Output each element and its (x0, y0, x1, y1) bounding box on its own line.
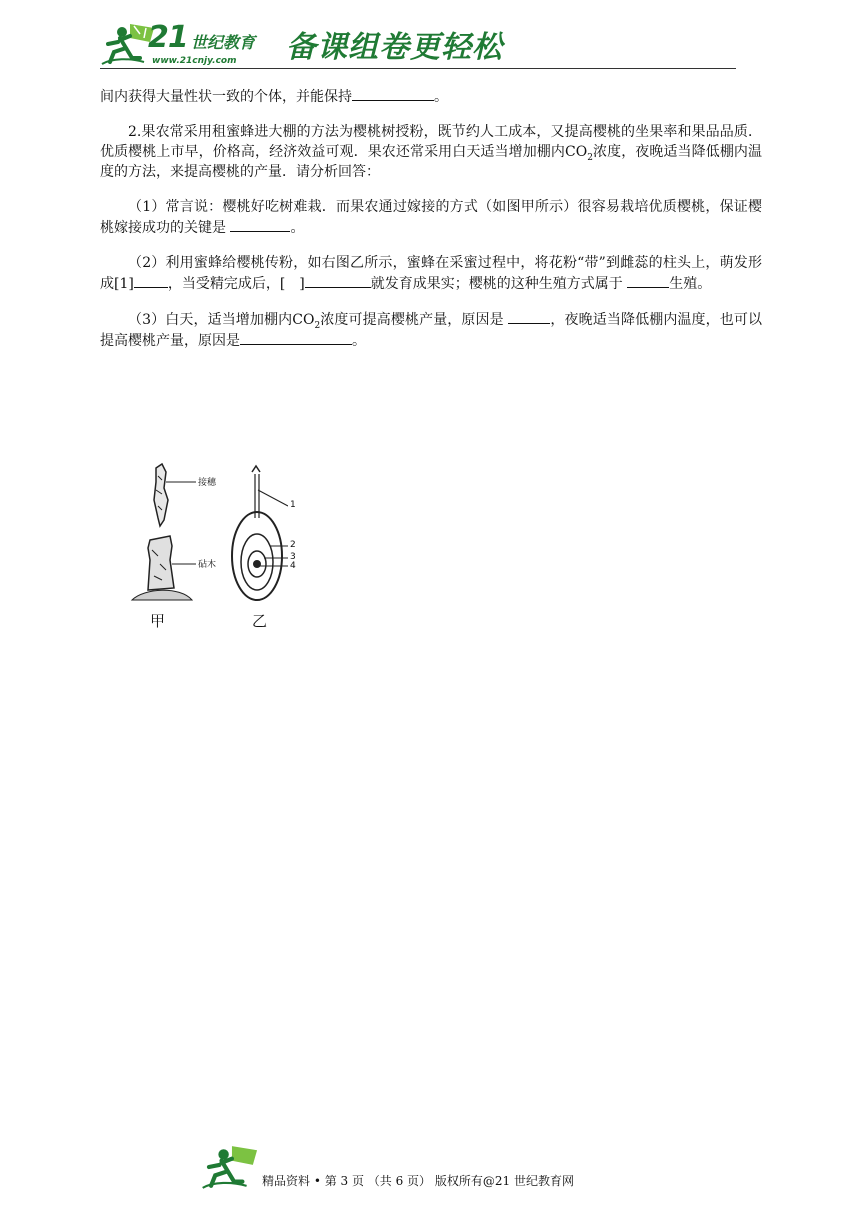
pistil-diagram (232, 466, 288, 600)
answer-blank (508, 309, 550, 324)
answer-blank (352, 86, 434, 101)
label-2: 2 (290, 540, 296, 550)
paragraph-continuation: 间内获得大量性状一致的个体，并能保持 。 (100, 86, 762, 107)
answer-blank (134, 273, 168, 288)
logo-url: www.21cnjy.com (152, 56, 237, 66)
answer-blank (627, 273, 669, 288)
label-1: 1 (290, 500, 296, 510)
header-divider (100, 68, 736, 69)
footer-runner-logo-icon (200, 1144, 266, 1190)
label-4: 4 (290, 561, 296, 571)
logo-number: 21 (148, 20, 188, 55)
caption-jia: 甲 (150, 612, 166, 630)
grafting-diagram (132, 464, 196, 600)
page-header (100, 18, 736, 72)
label-3: 3 (290, 552, 296, 562)
caption-yi: 乙 (252, 612, 268, 630)
figure-grafting-and-pistil (128, 460, 296, 632)
page-footer (200, 1144, 660, 1192)
footer-text: 精品资料 • 第 3 页 （共 6 页） 版权所有@21 世纪教育网 (262, 1174, 574, 1188)
question-content (100, 86, 762, 366)
label-scion: 接穗 (198, 478, 217, 488)
answer-blank (240, 330, 352, 345)
sub-question-1: （1）常言说：樱桃好吃树难栽．而果农通过嫁接的方式（如图甲所示）很容易栽培优质樱桃，保证樱桃嫁接成功的关键是 。 (100, 199, 762, 236)
sub-question-2: （2）利用蜜蜂给樱桃传粉，如右图乙所示，蜜蜂在采蜜过程中，将花粉“带”到雌蕊的柱头上，萌发形成[1] ，当受精完成后，[ ] 就发育成果实；樱桃的这种生殖方式属于 生殖。 (100, 255, 762, 292)
answer-blank (230, 217, 290, 232)
header-slogan: 备课组卷更轻松 (286, 30, 503, 65)
sub-question-3: （3）白天，适当增加棚内$CO_2$浓度可提高樱桃产量，原因是 ，夜晚适当降低棚内温度，也可以提高樱桃产量，原因是 。 (100, 309, 762, 351)
question-2-stem: 2.果农常采用租蜜蜂进大棚的方法为樱桃树授粉，既节约人工成本，又提高樱桃的坐果率和果品品质．优质樱桃上市早，价格高，经济效益可观．果农还常采用白天适当增加棚内$CO_2$浓度，夜晚适当降低棚内温度的方法，来提高樱桃的产量．请分析回答： (100, 124, 763, 180)
label-rootstock: 砧木 (198, 560, 217, 570)
answer-blank (305, 273, 371, 288)
logo-name: 世纪教育 (191, 33, 256, 52)
